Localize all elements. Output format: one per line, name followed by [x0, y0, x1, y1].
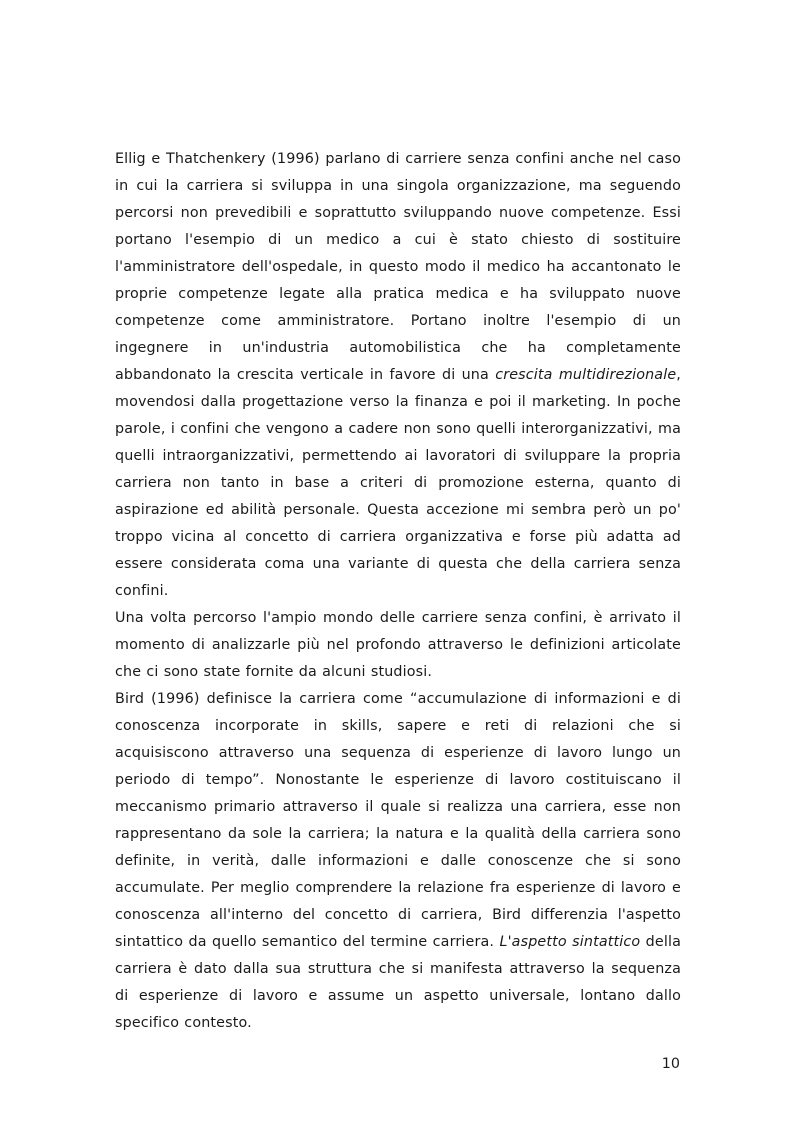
- page-number: 10: [661, 1056, 680, 1072]
- paragraph-text: , movendosi dalla progettazione verso la finanza e poi il marketing. In poche parole, i confini che vengono a cadere non sono quelli interorganizzativi, ma quelli intraorganizzativi, permettendo ai lavoratori di sviluppare la propria carriera non tanto in base a criteri di promozione esterna, quanto di aspirazione ed abilità personale. Questa accezione mi sembra però un po' troppo vicina al concetto di carriera organizzativa e forse più adatta ad essere considerata coma una variante di questa che della carriera senza confini.: [115, 367, 681, 599]
- paragraph-bird: [115, 686, 681, 1037]
- paragraph-transition: [115, 605, 681, 686]
- paragraph-text: Una volta percorso l'ampio mondo delle carriere senza confini, è arrivato il momento di analizzarle più nel profondo attraverso le definizioni articolate che ci sono state fornite da alcuni studiosi.: [115, 610, 681, 680]
- italic-term-crescita-multidirezionale: crescita multidirezionale: [495, 367, 677, 383]
- body-text: [115, 146, 681, 1037]
- italic-term-aspetto-sintattico: L'aspetto sintattico: [499, 934, 641, 950]
- paragraph-text: Ellig e Thatchenkery (1996) parlano di carriere senza confini anche nel caso in cui la carriera si sviluppa in una singola organizzazione, ma seguendo percorsi non prevedibili e soprattutto sviluppando nuove competenze. Essi portano l'esempio di un medico a cui è stato chiesto di sostituire l'amministratore dell'ospedale, in questo modo il medico ha accantonato le proprie competenze legate alla pratica medica e ha sviluppato nuove competenze come amministratore. Portano inoltre l'esempio di un ingegnere in un'industria automobilistica che ha completamente abbandonato la crescita verticale in favore di una: [115, 151, 681, 383]
- paragraph-ellig-thatchenkery: [115, 146, 681, 605]
- paragraph-text: della carriera è dato dalla sua struttura che si manifesta attraverso la sequenza di esperienze di lavoro e assume un aspetto universale, lontano dallo specifico contesto.: [115, 934, 681, 1031]
- paragraph-text: Bird (1996) definisce la carriera come “accumulazione di informazioni e di conoscenza incorporate in skills, sapere e reti di relazioni che si acquisiscono attraverso una sequenza di esperienze di lavoro lungo un periodo di tempo”. Nonostante le esperienze di lavoro costituiscano il meccanismo primario attraverso il quale si realizza una carriera, esse non rappresentano da sole la carriera; la natura e la qualità della carriera sono definite, in verità, dalle informazioni e dalle conoscenze che si sono accumulate. Per meglio comprendere la relazione fra esperienze di lavoro e conoscenza all'interno del concetto di carriera, Bird differenzia l'aspetto sintattico da quello semantico del termine carriera.: [115, 691, 681, 950]
